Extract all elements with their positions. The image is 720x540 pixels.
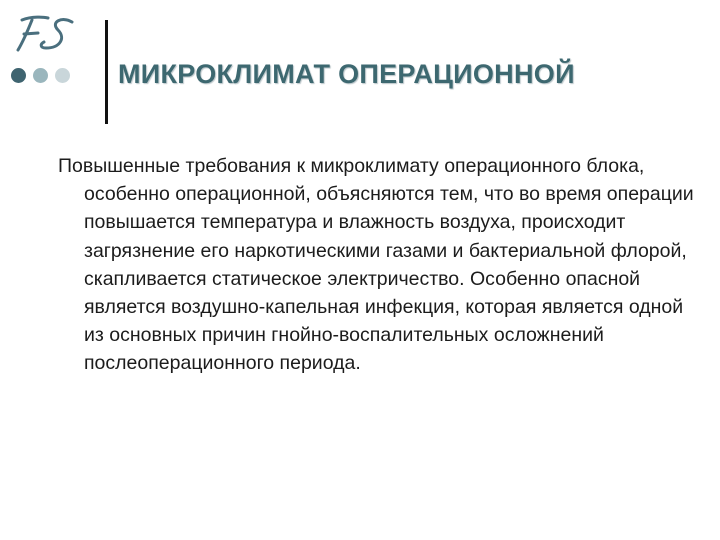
decorative-dots [11,67,70,83]
dot-dark [11,68,26,83]
slide-body-text: Повышенные требования к микроклимату операционного блока, особенно операционной, объясняются тем, что во время операции повышается температура и влажность воздуха, происходит загрязнение его наркотическими газами и бактериальной флорой, скапливается статическое электричество. Особенно опасной является воздушно-капельная инфекция, которая является одной из основных причин гнойно-воспалительных осложнений послеоперационного периода. [58,155,694,375]
slide-title: МИКРОКЛИМАТ ОПЕРАЦИОННОЙ [118,59,575,89]
title-divider [105,20,108,124]
dot-medium [33,68,48,83]
dot-light [55,68,70,83]
logo-monogram [10,8,80,56]
